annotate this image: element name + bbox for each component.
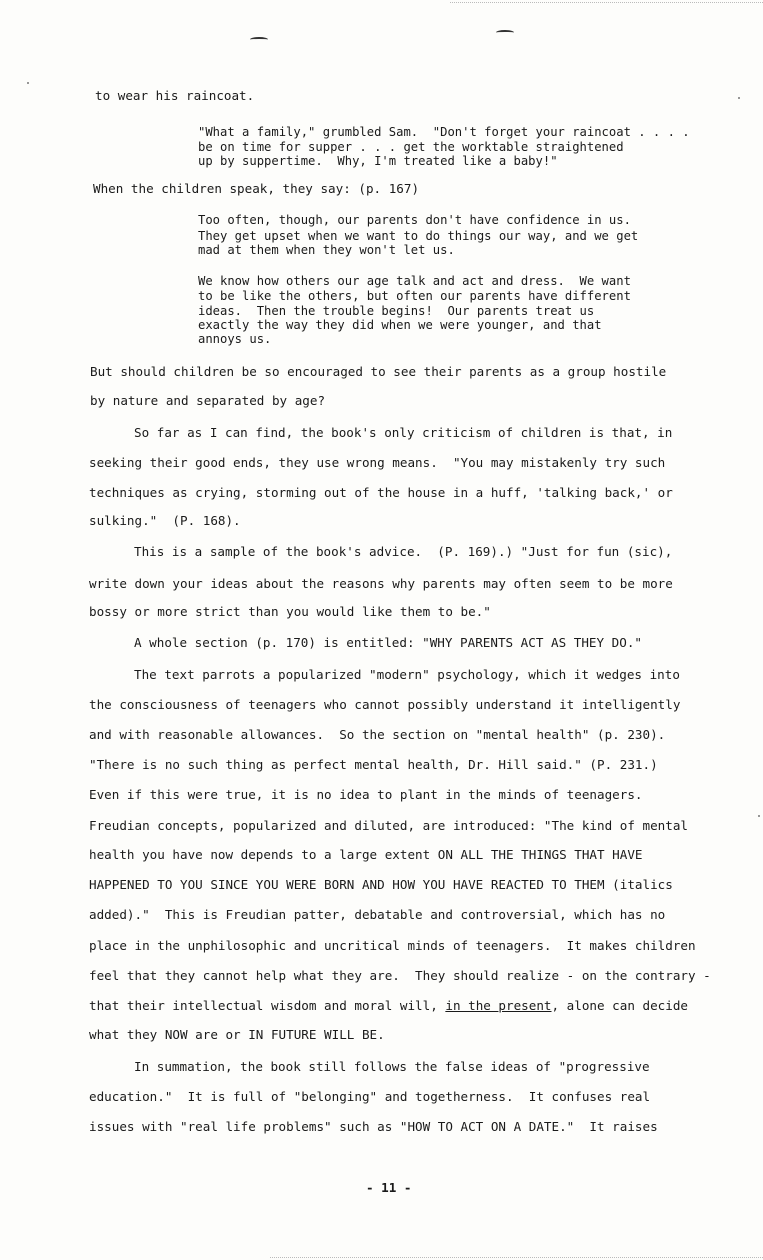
text-line: "There is no such thing as perfect mental health, Dr. Hill said." (P. 231.): [89, 757, 658, 772]
text-line: place in the unphilosophic and uncritical minds of teenagers. It makes children: [89, 938, 696, 953]
underlined-phrase: in the present: [445, 998, 552, 1013]
text-line: education." It is full of "belonging" and togetherness. It confuses real: [89, 1089, 651, 1104]
text-line: techniques as crying, storming out of the house in a huff, 'talking back,' or: [89, 485, 673, 500]
text-line: But should children be so encouraged to see their parents as a group hostile: [90, 364, 667, 379]
quote-line: ideas. Then the trouble begins! Our parents treat us: [198, 304, 595, 318]
text-line: issues with "real life problems" such as "HOW TO ACT ON A DATE." It raises: [89, 1119, 658, 1134]
text-line: feel that they cannot help what they are. They should realize - on the contrary -: [89, 968, 711, 983]
text-line: health you have now depends to a large extent ON ALL THE THINGS THAT HAVE: [89, 847, 643, 862]
text-line: A whole section (p. 170) is entitled: "WHY PARENTS ACT AS THEY DO.": [134, 635, 642, 650]
quote-line: We know how others our age talk and act and dress. We want: [198, 274, 631, 288]
text-line: what they NOW are or IN FUTURE WILL BE.: [89, 1027, 385, 1042]
text-line: by nature and separated by age?: [90, 393, 326, 408]
text-line: sulking." (P. 168).: [89, 513, 241, 528]
scan-speck: [27, 82, 29, 84]
text-line: Freudian concepts, popularized and diluted, are introduced: "The kind of mental: [89, 818, 688, 833]
top-edge-rule: [450, 2, 763, 3]
text-line: to wear his raincoat.: [95, 88, 255, 103]
page-number: - 11 -: [366, 1180, 412, 1195]
text-line: When the children speak, they say: (p. 167): [93, 181, 420, 196]
text-line: seeking their good ends, they use wrong means. "You may mistakenly try such: [89, 455, 666, 470]
text-line: Even if this were true, it is no idea to plant in the minds of teenagers.: [89, 787, 643, 802]
text-line: HAPPENED TO YOU SINCE YOU WERE BORN AND HOW YOU HAVE REACTED TO THEM (italics: [89, 877, 673, 892]
quote-line: mad at them when they won't let us.: [198, 243, 455, 257]
text-line: [89, 1000, 688, 1013]
text-segment: that their intellectual wisdom and moral will,: [89, 998, 446, 1013]
text-line: This is a sample of the book's advice. (P. 169).) "Just for fun (sic),: [134, 544, 673, 559]
text-line: write down your ideas about the reasons why parents may often seem to be more: [89, 576, 673, 591]
text-line: added)." This is Freudian patter, debatable and controversial, which has no: [89, 907, 666, 922]
text-line: So far as I can find, the book's only criticism of children is that, in: [134, 425, 673, 440]
quote-line: exactly the way they did when we were younger, and that: [198, 318, 602, 332]
text-segment: , alone can decide: [551, 998, 688, 1013]
scan-speck: [738, 97, 740, 99]
text-line: In summation, the book still follows the false ideas of "progressive: [134, 1059, 650, 1074]
scan-mark-left: [250, 37, 268, 42]
text-line: bossy or more strict than you would like them to be.": [89, 604, 491, 619]
quote-line: be on time for supper . . . get the worktable straightened: [198, 140, 624, 154]
quote-line: "What a family," grumbled Sam. "Don't forget your raincoat . . . .: [198, 125, 690, 139]
quote-line: up by suppertime. Why, I'm treated like a baby!": [198, 154, 558, 168]
text-line: and with reasonable allowances. So the section on "mental health" (p. 230).: [89, 727, 666, 742]
scan-speck: [758, 815, 760, 817]
quote-line: Too often, though, our parents don't have confidence in us.: [198, 213, 631, 227]
quote-line: to be like the others, but often our parents have different: [198, 289, 631, 303]
scan-mark-right: [496, 30, 514, 35]
bottom-edge-rule: [270, 1257, 763, 1258]
quote-line: annoys us.: [198, 332, 272, 346]
text-line: the consciousness of teenagers who cannot possibly understand it intelligently: [89, 697, 681, 712]
text-line: The text parrots a popularized "modern" psychology, which it wedges into: [134, 667, 680, 682]
quote-line: They get upset when we want to do things our way, and we get: [198, 229, 639, 243]
